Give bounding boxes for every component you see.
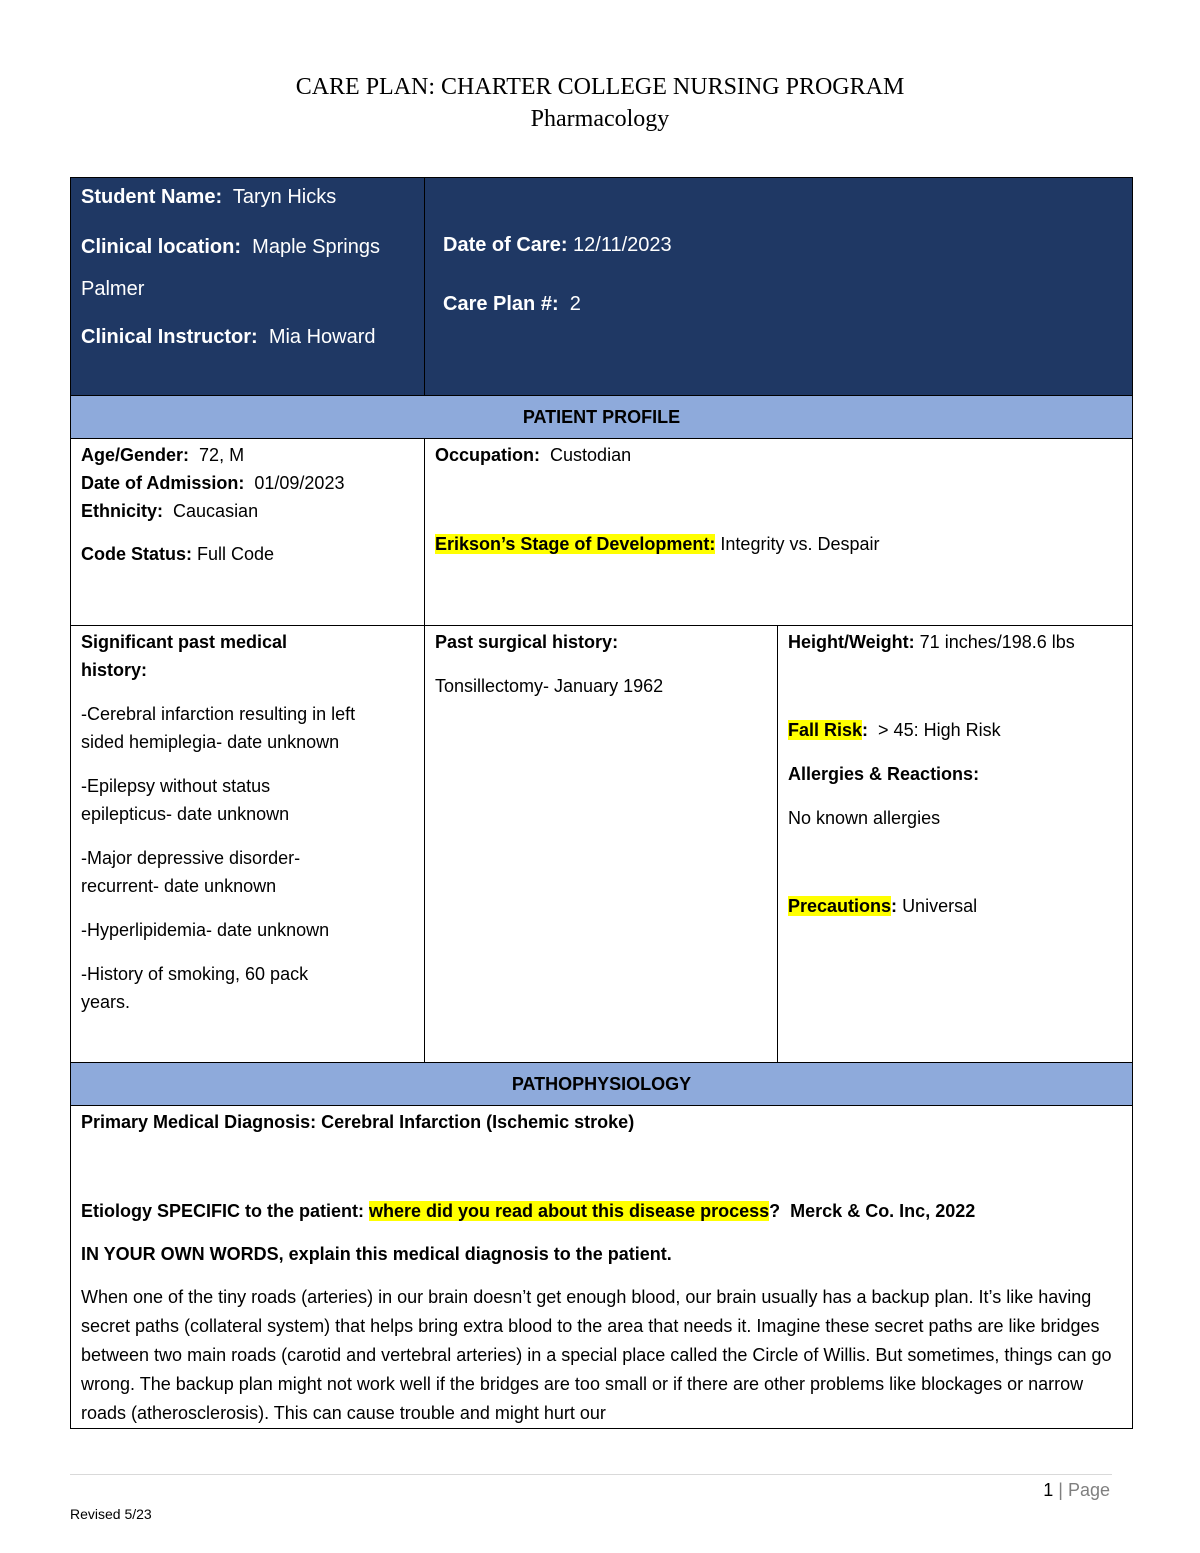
occupation-label: Occupation: xyxy=(435,445,541,465)
admission-label: Date of Admission: xyxy=(81,473,245,493)
clinical-instructor-value: Mia Howard xyxy=(268,326,376,348)
past-surgical-value: Tonsillectomy- January 1962 xyxy=(435,676,664,696)
etiology-question: where did you read about this disease process xyxy=(369,1201,770,1221)
past-medical-cell xyxy=(71,626,425,1063)
clinical-location-line xyxy=(81,226,414,310)
list-item: -Cerebral infarction resulting in left sided hemiplegia- date unknown xyxy=(81,704,356,752)
list-item: -Major depressive disorder- recurrent- date unknown xyxy=(81,848,301,896)
ethnicity-line xyxy=(81,497,414,525)
past-medical-list xyxy=(81,700,414,1016)
student-name-value: Taryn Hicks xyxy=(232,186,337,208)
care-plan-table xyxy=(70,177,1133,1429)
pathophysiology-heading: PATHOPHYSIOLOGY xyxy=(71,1063,1133,1106)
vitals-cell xyxy=(778,626,1133,1063)
document-title: CARE PLAN: CHARTER COLLEGE NURSING PROGRAM xyxy=(295,74,905,100)
student-info-cell xyxy=(71,178,425,396)
page-indicator: 1 | Page xyxy=(1043,1480,1110,1500)
height-weight-value: 71 inches/198.6 lbs xyxy=(919,632,1075,652)
demographics-cell xyxy=(71,439,425,626)
list-item: -Epilepsy without status epilepticus- date unknown xyxy=(81,776,290,824)
date-of-care-value: 12/11/2023 xyxy=(573,234,672,256)
height-weight-label: Height/Weight: xyxy=(788,632,915,652)
past-surgical-label: Past surgical history: xyxy=(435,632,619,652)
erikson-label: Erikson’s Stage of Development: xyxy=(435,534,716,554)
admission-line xyxy=(81,469,414,497)
fall-risk-line: Fall Risk: > 45: High Risk xyxy=(788,720,1001,740)
care-plan-number-value: 2 xyxy=(569,293,581,315)
date-of-care-label: Date of Care: xyxy=(443,234,568,256)
clinical-location-value: Maple Springs Palmer xyxy=(81,236,380,300)
primary-diagnosis: Primary Medical Diagnosis: Cerebral Infarction (Ischemic stroke) xyxy=(81,1112,635,1132)
fall-risk-label: Fall Risk xyxy=(788,720,863,740)
precautions-value: Universal xyxy=(902,896,978,916)
erikson-value: Integrity vs. Despair xyxy=(720,534,880,554)
age-gender-line xyxy=(81,441,414,469)
code-status-value: Full Code xyxy=(197,544,275,564)
pathophysiology-cell xyxy=(71,1106,1133,1429)
erikson-line xyxy=(435,530,1122,558)
height-weight-line xyxy=(788,628,1122,656)
ethnicity-value: Caucasian xyxy=(173,501,259,521)
clinical-instructor-label: Clinical Instructor: xyxy=(81,326,258,348)
code-status-label: Code Status: xyxy=(81,544,193,564)
fall-risk-value: > 45: High Risk xyxy=(878,720,1001,740)
patient-profile-heading: PATIENT PROFILE xyxy=(71,396,1133,439)
age-gender-value: 72, M xyxy=(199,445,245,465)
occupation-line xyxy=(435,441,1122,469)
etiology-source: Merck & Co. Inc, 2022 xyxy=(790,1201,976,1221)
diagnosis-explanation: When one of the tiny roads (arteries) in our brain doesn’t get enough blood, our brain usually has a backup plan. It’s like having secret paths (collateral system) that helps bring extra blood to the area that needs it. Imagine these secret paths are like bridges between two main roads (carotid and vertebral arteries) in a special place called the Circle of Willis. But sometimes, things can go wrong. The backup plan might not work well if the bridges are too small or if there are other problems like blockages or narrow roads (atherosclerosis). This can cause trouble and might hurt our xyxy=(81,1287,1112,1423)
date-of-care-line xyxy=(443,230,1122,260)
clinical-instructor-line xyxy=(81,322,414,352)
occupation-value: Custodian xyxy=(550,445,632,465)
ethnicity-label: Ethnicity: xyxy=(81,501,164,521)
occupation-cell xyxy=(425,439,1133,626)
precautions-label: Precautions xyxy=(788,896,892,916)
care-date-cell xyxy=(425,178,1133,396)
revision-note: Revised 5/23 xyxy=(70,1506,152,1522)
care-plan-number-label: Care Plan #: xyxy=(443,293,559,315)
list-item: -History of smoking, 60 pack years. xyxy=(81,964,309,1012)
past-surgical-cell xyxy=(425,626,778,1063)
page-word: Page xyxy=(1067,1480,1110,1500)
list-item: -Hyperlipidemia- date unknown xyxy=(81,920,330,940)
care-plan-number-line xyxy=(443,289,1122,319)
precautions-line: Precautions: Universal xyxy=(788,896,978,916)
age-gender-label: Age/Gender: xyxy=(81,445,190,465)
own-words-label: IN YOUR OWN WORDS, explain this medical diagnosis to the patient. xyxy=(81,1244,672,1264)
student-name-label: Student Name: xyxy=(81,186,223,208)
allergies-label: Allergies & Reactions: xyxy=(788,764,980,784)
student-name-line xyxy=(81,182,414,212)
etiology-label: Etiology SPECIFIC to the patient: xyxy=(81,1201,364,1221)
past-medical-label: Significant past medical history: xyxy=(81,632,288,680)
etiology-line: Etiology SPECIFIC to the patient: where did you read about this disease process? Merck & Co. Inc, 2022 xyxy=(81,1201,976,1221)
allergies-value: No known allergies xyxy=(788,808,941,828)
page-number: 1 xyxy=(1043,1480,1054,1500)
admission-value: 01/09/2023 xyxy=(254,473,345,493)
clinical-location-label: Clinical location: xyxy=(81,236,242,258)
footer-divider xyxy=(70,1474,1112,1475)
code-status-line xyxy=(81,540,414,568)
document-subtitle: Pharmacology xyxy=(530,106,670,132)
